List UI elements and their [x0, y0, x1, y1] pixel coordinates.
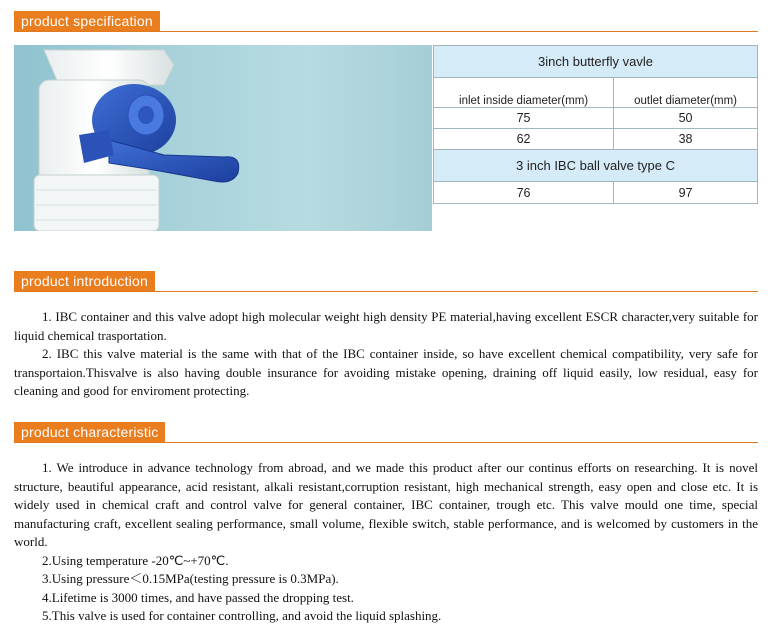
section-title: product characteristic	[14, 422, 165, 442]
table-cell: 75	[434, 108, 614, 129]
table-title-butterfly: 3inch butterfly vavle	[434, 46, 758, 78]
table-row	[434, 129, 758, 150]
table-cell: 50	[614, 108, 758, 129]
characteristic-text	[14, 459, 758, 626]
intro-paragraph-1: 1. IBC container and this valve adopt high molecular weight high density PE material,having excellent ESCR character,very suitable for liquid chemical trasportation.	[14, 309, 758, 343]
char-item-2: 2.Using temperature -20℃~+70℃.	[42, 552, 229, 568]
table-cell: 97	[614, 182, 758, 204]
char-item-3: 3.Using pressure＜0.15MPa(testing pressure is 0.3MPa).	[42, 571, 339, 586]
table-cell: 76	[434, 182, 614, 204]
table-row	[434, 108, 758, 129]
introduction-text	[14, 308, 758, 401]
section-header-characteristic	[14, 422, 758, 443]
section-title: product introduction	[14, 271, 155, 291]
section-title: product specification	[14, 11, 160, 31]
column-header-inlet: inlet inside diameter(mm)	[434, 78, 614, 108]
table-cell: 38	[614, 129, 758, 150]
table-row	[434, 182, 758, 204]
section-header-specification	[14, 11, 758, 32]
char-paragraph-1: 1. We introduce in advance technology from abroad, and we made this product after our continus efforts on researching. It is novel structure, beautiful appearance, acid resistant, alkali resistant,corruption resistant, high mechanical strength, easy open and close etc. It is widely used in chemical craft and control valve for general container, IBC container, trough etc. This valve mould one time, special manufacturing craft, excellent sealing performance, small volume, flexible switch, stable performance, and is welcomed by customers in the world.	[14, 460, 758, 549]
table-cell: 62	[434, 129, 614, 150]
char-item-4: 4.Lifetime is 3000 times, and have passed the dropping test.	[42, 589, 354, 605]
product-photo	[14, 45, 432, 231]
char-item-5: 5.This valve is used for container controlling, and avoid the liquid splashing.	[42, 608, 442, 623]
section-header-introduction	[14, 271, 758, 292]
specification-table	[433, 45, 758, 204]
column-header-outlet: outlet diameter(mm)	[614, 78, 758, 108]
valve-illustration	[14, 45, 432, 231]
table-title-ball-valve: 3 inch IBC ball valve type C	[434, 150, 758, 182]
intro-paragraph-2: 2. IBC this valve material is the same with that of the IBC container inside, so have excellent chemical compatibility, very safe for transportaion.Thisvalve is also having double insurance for avoiding mistake opening, draining off liquid easily, low residual, easy for cleaning and good for enviroment protecting.	[14, 346, 758, 398]
